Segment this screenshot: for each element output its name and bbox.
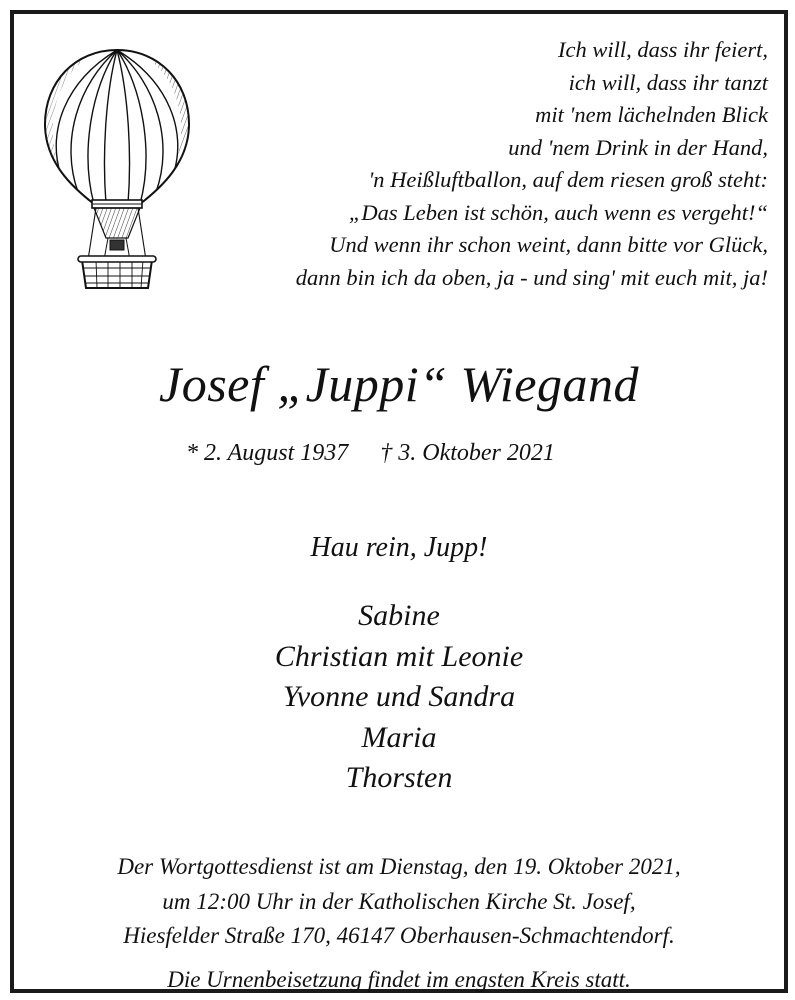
- service-line: Der Wortgottesdienst ist am Dienstag, den 19. Oktober 2021,: [117, 854, 681, 879]
- mourner-name: Yvonne und Sandra: [282, 680, 516, 713]
- deceased-name: Josef „Juppi“ Wiegand: [159, 356, 639, 412]
- poem-line: und 'nem Drink in der Hand,: [508, 134, 768, 160]
- obituary-frame: [10, 10, 788, 993]
- poem-line: ich will, dass ihr tanzt: [568, 69, 768, 95]
- mourners-list: [14, 596, 784, 799]
- mourner-name: Thorsten: [345, 761, 453, 794]
- poem-verse: [128, 34, 768, 294]
- poem-line: dann bin ich da oben, ja - und sing' mit euch mit, ja!: [295, 264, 768, 290]
- service-line: um 12:00 Uhr in der Katholischen Kirche St. Josef,: [162, 888, 636, 914]
- poem-line: „Das Leben ist schön, auch wenn es vergeht!“: [348, 199, 768, 225]
- death-date: † 3. Oktober 2021: [380, 440, 555, 466]
- burial-note: Die Urnenbeisetzung findet im engsten Kreis statt.: [167, 967, 631, 992]
- poem-line: mit 'nem lächelnden Blick: [535, 102, 768, 127]
- service-line: Hiesfelder Straße 170, 46147 Oberhausen-Schmachtendorf.: [123, 923, 675, 948]
- service-notice: [14, 850, 784, 954]
- mourner-name: Christian mit Leonie: [274, 639, 524, 673]
- mourner-name: Sabine: [358, 599, 440, 632]
- life-dates: [186, 438, 555, 468]
- mourner-name: Maria: [361, 720, 437, 754]
- poem-line: 'n Heißluftballon, auf dem riesen groß steht:: [368, 167, 768, 192]
- poem-line: Ich will, dass ihr feiert,: [558, 37, 768, 62]
- poem-line: Und wenn ihr schon weint, dann bitte vor Glück,: [329, 232, 768, 257]
- birth-date: * 2. August 1937: [186, 440, 349, 466]
- farewell-message: Hau rein, Jupp!: [310, 532, 488, 563]
